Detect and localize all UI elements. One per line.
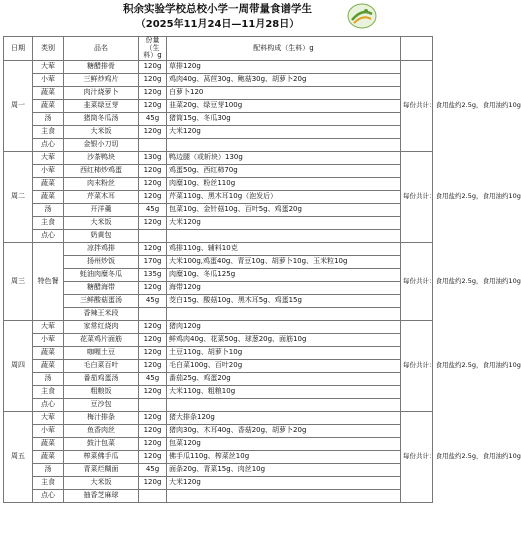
portion-size: 120g <box>139 476 167 489</box>
portion-size: 120g <box>139 73 167 86</box>
day-label: 周五 <box>4 411 33 502</box>
portion-size: 120g <box>139 216 167 229</box>
ingredients: 面条20g、青菜15g、肉丝10g <box>167 463 401 476</box>
meal-category: 大荤 <box>33 320 64 333</box>
menu-row <box>4 489 433 502</box>
dish-name: 咖喱土豆 <box>64 346 139 359</box>
portion-size: 120g <box>139 385 167 398</box>
ingredients <box>167 398 401 411</box>
portion-size: 120g <box>139 411 167 424</box>
portion-size: 120g <box>139 450 167 463</box>
portion-size: 120g <box>139 190 167 203</box>
menu-row <box>4 463 433 476</box>
day-label: 周二 <box>4 151 33 242</box>
dish-name: 开洋羹 <box>64 203 139 216</box>
header-category: 类别 <box>33 37 64 61</box>
meal-category: 蔬菜 <box>33 177 64 190</box>
meal-category: 汤 <box>33 463 64 476</box>
menu-row <box>4 320 433 333</box>
menu-row <box>4 424 433 437</box>
portion-size: 170g <box>139 255 167 268</box>
ingredients: 草排120g <box>167 60 401 73</box>
ingredients: 大米110g、粗粮10g <box>167 385 401 398</box>
dish-name: 西红柿炒鸡蛋 <box>64 164 139 177</box>
header-note <box>401 37 433 61</box>
ingredients: 鸡蛋50g、西红柿70g <box>167 164 401 177</box>
meal-category: 汤 <box>33 372 64 385</box>
ingredients: 肉糜10g、粉丝110g <box>167 177 401 190</box>
portion-size: 120g <box>139 437 167 450</box>
menu-row <box>4 385 433 398</box>
dish-name: 金银小刀切 <box>64 138 139 151</box>
portion-size: 120g <box>139 333 167 346</box>
portion-size: 130g <box>139 151 167 164</box>
dish-name: 扬州炒饭 <box>64 255 139 268</box>
menu-row <box>4 281 433 294</box>
ingredients: 芹菜110g、黑木耳10g（泡发后） <box>167 190 401 203</box>
nutrition-note: 每份共计：食用盐约2.5g，食用油约10g <box>401 411 433 502</box>
portion-size: 45g <box>139 372 167 385</box>
ingredients: 鸭边腿（或斩块）130g <box>167 151 401 164</box>
menu-row <box>4 151 433 164</box>
menu-row <box>4 60 433 73</box>
meal-category: 小荤 <box>33 164 64 177</box>
dish-name: 三鲜酸菇蛋汤 <box>64 294 139 307</box>
nutrition-note: 每份共计：食用盐约2.5g，食用油约10g <box>401 320 433 411</box>
header-portion: 份量（生料）g <box>139 37 167 61</box>
portion-size <box>139 307 167 320</box>
header-date: 日期 <box>4 37 33 61</box>
meal-category: 蔬菜 <box>33 359 64 372</box>
meal-category: 汤 <box>33 112 64 125</box>
portion-size: 120g <box>139 320 167 333</box>
portion-size: 120g <box>139 346 167 359</box>
meal-category: 蔬菜 <box>33 190 64 203</box>
day-label: 周四 <box>4 320 33 411</box>
special-meal-label: 特色餐 <box>33 242 64 320</box>
meal-category: 主食 <box>33 125 64 138</box>
ingredients <box>167 307 401 320</box>
page-title: 积余实验学校总校小学一周带量食谱学生 <box>123 3 312 15</box>
menu-row <box>4 177 433 190</box>
dish-name: 番茄鸡蛋汤 <box>64 372 139 385</box>
ingredients: 猪肉30g、木耳40g、香菇20g、胡萝卜20g <box>167 424 401 437</box>
menu-table <box>3 36 521 503</box>
ingredients: 猪肉120g <box>167 320 401 333</box>
dish-name: 鱼香肉丝 <box>64 424 139 437</box>
ingredients: 鲜鸡肉40g、花菜50g、球葱20g、面筋10g <box>167 333 401 346</box>
school-logo-icon <box>346 2 378 30</box>
menu-row <box>4 73 433 86</box>
menu-header <box>0 0 435 38</box>
menu-row <box>4 112 433 125</box>
meal-category: 蔬菜 <box>33 86 64 99</box>
ingredients: 大米120g <box>167 476 401 489</box>
portion-size: 120g <box>139 424 167 437</box>
portion-size: 120g <box>139 86 167 99</box>
ingredients: 毛白菜100g、百叶20g <box>167 359 401 372</box>
nutrition-note: 每份共计：食用盐约2.5g，食用油约10g <box>401 151 433 242</box>
ingredients <box>167 229 401 242</box>
meal-category: 主食 <box>33 216 64 229</box>
ingredients: 白萝卜120 <box>167 86 401 99</box>
meal-category: 蔬菜 <box>33 450 64 463</box>
menu-row <box>4 86 433 99</box>
portion-size <box>139 229 167 242</box>
meal-category: 蔬菜 <box>33 346 64 359</box>
menu-body <box>4 60 521 502</box>
meal-category: 小荤 <box>33 333 64 346</box>
dish-name: 豆沙包 <box>64 398 139 411</box>
dish-name: 肉汁烧萝卜 <box>64 86 139 99</box>
dish-name: 抽香芝麻球 <box>64 489 139 502</box>
portion-size: 120g <box>139 281 167 294</box>
ingredients: 韭菜20g、绿豆芽100g <box>167 99 401 112</box>
meal-category: 大荤 <box>33 151 64 164</box>
menu-row <box>4 294 433 307</box>
ingredients: 大米100g,鸡蛋40g、青豆10g、胡萝卜10g、玉米粒10g <box>167 255 401 268</box>
menu-row <box>4 476 433 489</box>
ingredients: 猪大排条120g <box>167 411 401 424</box>
portion-size: 120g <box>139 164 167 177</box>
dish-name: 肉末粉丝 <box>64 177 139 190</box>
dish-name: 毛白菜百叶 <box>64 359 139 372</box>
portion-size <box>139 489 167 502</box>
menu-row <box>4 359 433 372</box>
ingredients: 鸡排110g、辅料10克 <box>167 242 401 255</box>
dish-name: 糖醋排骨 <box>64 60 139 73</box>
ingredients: 佛手瓜110g、榨菜丝10g <box>167 450 401 463</box>
dish-name: 芹菜木耳 <box>64 190 139 203</box>
ingredients: 大米120g <box>167 216 401 229</box>
dish-name: 大米饭 <box>64 125 139 138</box>
portion-size: 120g <box>139 359 167 372</box>
menu-row <box>4 229 433 242</box>
date-range: （2025年11月24日—11月28日） <box>135 19 300 30</box>
meal-category: 蔬菜 <box>33 437 64 450</box>
portion-size: 45g <box>139 112 167 125</box>
portion-size: 45g <box>139 463 167 476</box>
day-label: 周一 <box>4 60 33 151</box>
menu-row <box>4 333 433 346</box>
menu-row <box>4 190 433 203</box>
dish-name: 奶黄包 <box>64 229 139 242</box>
dish-name: 糖醋海带 <box>64 281 139 294</box>
ingredients: 海带120g <box>167 281 401 294</box>
meal-category: 蔬菜 <box>33 99 64 112</box>
portion-size: 120g <box>139 60 167 73</box>
portion-size: 120g <box>139 99 167 112</box>
dish-name: 韭菜绿豆芽 <box>64 99 139 112</box>
meal-category: 点心 <box>33 398 64 411</box>
menu-row <box>4 437 433 450</box>
dish-name: 鼓汁包菜 <box>64 437 139 450</box>
portion-size: 45g <box>139 294 167 307</box>
dish-name: 凉拌鸡排 <box>64 242 139 255</box>
menu-row <box>4 242 433 255</box>
menu-row <box>4 411 433 424</box>
menu-row <box>4 268 433 281</box>
meal-category: 主食 <box>33 385 64 398</box>
meal-category: 大荤 <box>33 60 64 73</box>
header-dish: 品名 <box>64 37 139 61</box>
ingredients <box>167 489 401 502</box>
meal-category: 小荤 <box>33 424 64 437</box>
portion-size: 120g <box>139 177 167 190</box>
menu-row <box>4 99 433 112</box>
ingredients: 猪筒15g、冬瓜30g <box>167 112 401 125</box>
menu-row <box>4 216 433 229</box>
portion-size: 120g <box>139 125 167 138</box>
meal-category: 点心 <box>33 138 64 151</box>
portion-size: 120g <box>139 242 167 255</box>
menu-row <box>4 372 433 385</box>
ingredients: 大米120g <box>167 125 401 138</box>
menu-row <box>4 398 433 411</box>
menu-row <box>4 346 433 359</box>
meal-category: 点心 <box>33 229 64 242</box>
ingredients: 土豆110g、胡萝卜10g <box>167 346 401 359</box>
dish-name: 榨菜佛手瓜 <box>64 450 139 463</box>
dish-name: 大米饭 <box>64 216 139 229</box>
menu-row <box>4 255 433 268</box>
dish-name: 花菜鸡片面筋 <box>64 333 139 346</box>
menu-row <box>4 450 433 463</box>
meal-category: 点心 <box>33 489 64 502</box>
dish-name: 沙茶鸭块 <box>64 151 139 164</box>
portion-size <box>139 138 167 151</box>
meal-category: 大荤 <box>33 411 64 424</box>
ingredients: 肉糜10g、冬瓜125g <box>167 268 401 281</box>
dish-name: 蚝油肉糜冬瓜 <box>64 268 139 281</box>
ingredients: 包菜10g、金针菇10g、百叶5g、鸡蛋20g <box>167 203 401 216</box>
ingredients: 鸡肉40g、莴苣30g、鲍菇30g、胡萝卜20g <box>167 73 401 86</box>
ingredients <box>167 138 401 151</box>
dish-name: 青菜烂糊面 <box>64 463 139 476</box>
ingredients: 番茄25g、鸡蛋20g <box>167 372 401 385</box>
menu-row <box>4 138 433 151</box>
dish-name: 粗粮饭 <box>64 385 139 398</box>
meal-category: 汤 <box>33 203 64 216</box>
dish-name: 猪筒冬瓜汤 <box>64 112 139 125</box>
portion-size <box>139 398 167 411</box>
header-row <box>4 37 433 61</box>
portion-size: 135g <box>139 268 167 281</box>
meal-category: 小荤 <box>33 73 64 86</box>
ingredients: 包菜120g <box>167 437 401 450</box>
ingredients: 茭白15g、酸菇10g、黑木耳5g、鸡蛋15g <box>167 294 401 307</box>
menu-row <box>4 125 433 138</box>
menu-row <box>4 164 433 177</box>
portion-size: 45g <box>139 203 167 216</box>
dish-name: 香辣王米段 <box>64 307 139 320</box>
day-label: 周三 <box>4 242 33 320</box>
dish-name: 梅汁排条 <box>64 411 139 424</box>
menu-row <box>4 203 433 216</box>
nutrition-note: 每份共计：食用盐约2.5g，食用油约10g <box>401 242 433 320</box>
header-ingredients: 配料构成（生料）g <box>167 37 401 61</box>
nutrition-note: 每份共计：食用盐约2.5g，食用油约10g <box>401 60 433 151</box>
meal-category: 主食 <box>33 476 64 489</box>
dish-name: 大米饭 <box>64 476 139 489</box>
dish-name: 三鲜炒鸡片 <box>64 73 139 86</box>
menu-row <box>4 307 433 320</box>
dish-name: 家常红烧肉 <box>64 320 139 333</box>
